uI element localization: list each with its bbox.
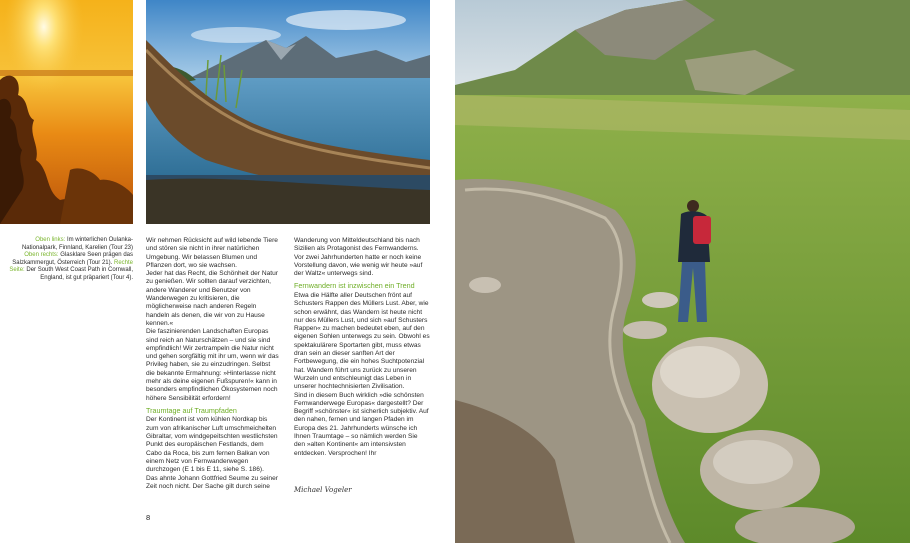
photo-trail-cornwall: [455, 0, 910, 543]
caption-key-top-left: Oben links:: [35, 237, 66, 243]
photo-lake-salzkammergut: [146, 0, 430, 224]
paragraph: Die faszinierenden Landschaften Europas sind reich an Naturschätzen – und sie sind empfindlich! Wir zertrampeln die Natur nicht und gehen sorgfältig mit ihr um, wenn wir das Privileg haben, sie zu einzudringen. Selbst die bekannte Ermahnung: »Hinterlasse nicht mehr als deine eigenen Fußspuren!« kann in besonders empfindlichen Ökosystemen noch höhere Sensibilität erfordern!: [146, 328, 279, 402]
author-signature: Michael Vogeler: [294, 486, 352, 494]
paragraph: Jeder hat das Recht, die Schönheit der Natur zu genießen. Wir sollten darauf verzichten, andere Wanderer und Benutzer von Wanderwegen zu kritisieren, die möglicherweise nach anderen Regeln handeln als denen, die wir von zu Hause kennen.«: [146, 270, 278, 327]
page-number: 8: [146, 513, 151, 522]
paragraph: Der Kontinent ist vom kühlen Nordkap bis zum von afrikanischer Luft umschmeichelten Gibraltar, vom windgepeitschten westlichsten Punkt des europäischen Festlands, dem Cabo da Roca, bis zum fernen Balkan von einem Netz von Fernwanderwegen durchzogen (E 1 bis E 11, siehe S. 186).: [146, 416, 278, 474]
caption-text-top-right: Glasklare Seen prägen das Salzkammergut, Österreich (Tour 21).: [12, 252, 133, 266]
caption-text-right-page: Der South West Coast Path in Cornwall, England, ist gut präpariert (Tour 4).: [24, 267, 133, 281]
paragraph: Wir nehmen Rücksicht auf wild lebende Tiere und stören sie nicht in ihrer natürlichen Umgebung. Wir belassen Blumen und Pflanzen dort, wo sie wachsen.: [146, 237, 278, 269]
paragraph: Etwa die Hälfte aller Deutschen frönt auf Schusters Rappen des Müllers Lust. Aber, wie schon erwähnt, das Wandern ist heute nicht nur des Müllers Lust, und sich »auf Schusters Rappen« zu machen bedeutet eben, auf den eigenen Sohlen unterwegs zu sein. Obwohl es spektakulärere Sportarten gibt, muss etwas dran sein an dieser sanften Art der Fortbewegung, die ein hohes Suchtpotenzial hat. Wandern führt uns zurück zu unseren Wurzeln und entschleunigt das Leben in unserer hochtechnisierten Zivilisation.: [294, 291, 430, 391]
paragraph: Das ahnte Johann Gottfried Seume zu seiner Zeit noch nicht. Der Sache gilt durch seine: [146, 474, 278, 490]
caption-text-top-left: Im winterlichen Oulanka-Nationalpark, Finnland, Karelien (Tour 23): [21, 237, 133, 251]
caption-key-top-right: Oben rechts:: [24, 252, 59, 259]
paragraph: Sind in diesem Buch wirklich »die schönsten Fernwanderwege Europas« dargestellt? Der Begriff »schönster« ist sicherlich subjektiv. Auf den nahen, fernen und langen Pfaden im Europa des 21. Jahrhunderts wünsche ich Ihnen Traumtage – so nämlich werden Sie den »alten Kontinent« am intensivsten entdecken. Versprochen! Ihr: [294, 391, 429, 457]
section-heading-fernwandern: Fernwandern ist inzwischen ein Trend: [294, 281, 415, 291]
photo-caption: [8, 237, 133, 283]
text-column-middle: [146, 237, 279, 491]
photo-sunset-oulanka: [0, 0, 133, 224]
caption-key-right-page: Rechte Seite:: [9, 259, 133, 274]
paragraph: Wanderung von Mitteldeutschland bis nach Sizilien als Protagonist des Fernwanderns. Vor zwei Jahrhunderten hatte er noch keine Vorstellung davon, wie wenig wir heute »auf der Waltz« unterwegs sind.: [294, 237, 423, 278]
text-column-right: [294, 237, 430, 458]
section-heading-traumtage: Traumtage auf Traumpfaden: [146, 405, 237, 415]
